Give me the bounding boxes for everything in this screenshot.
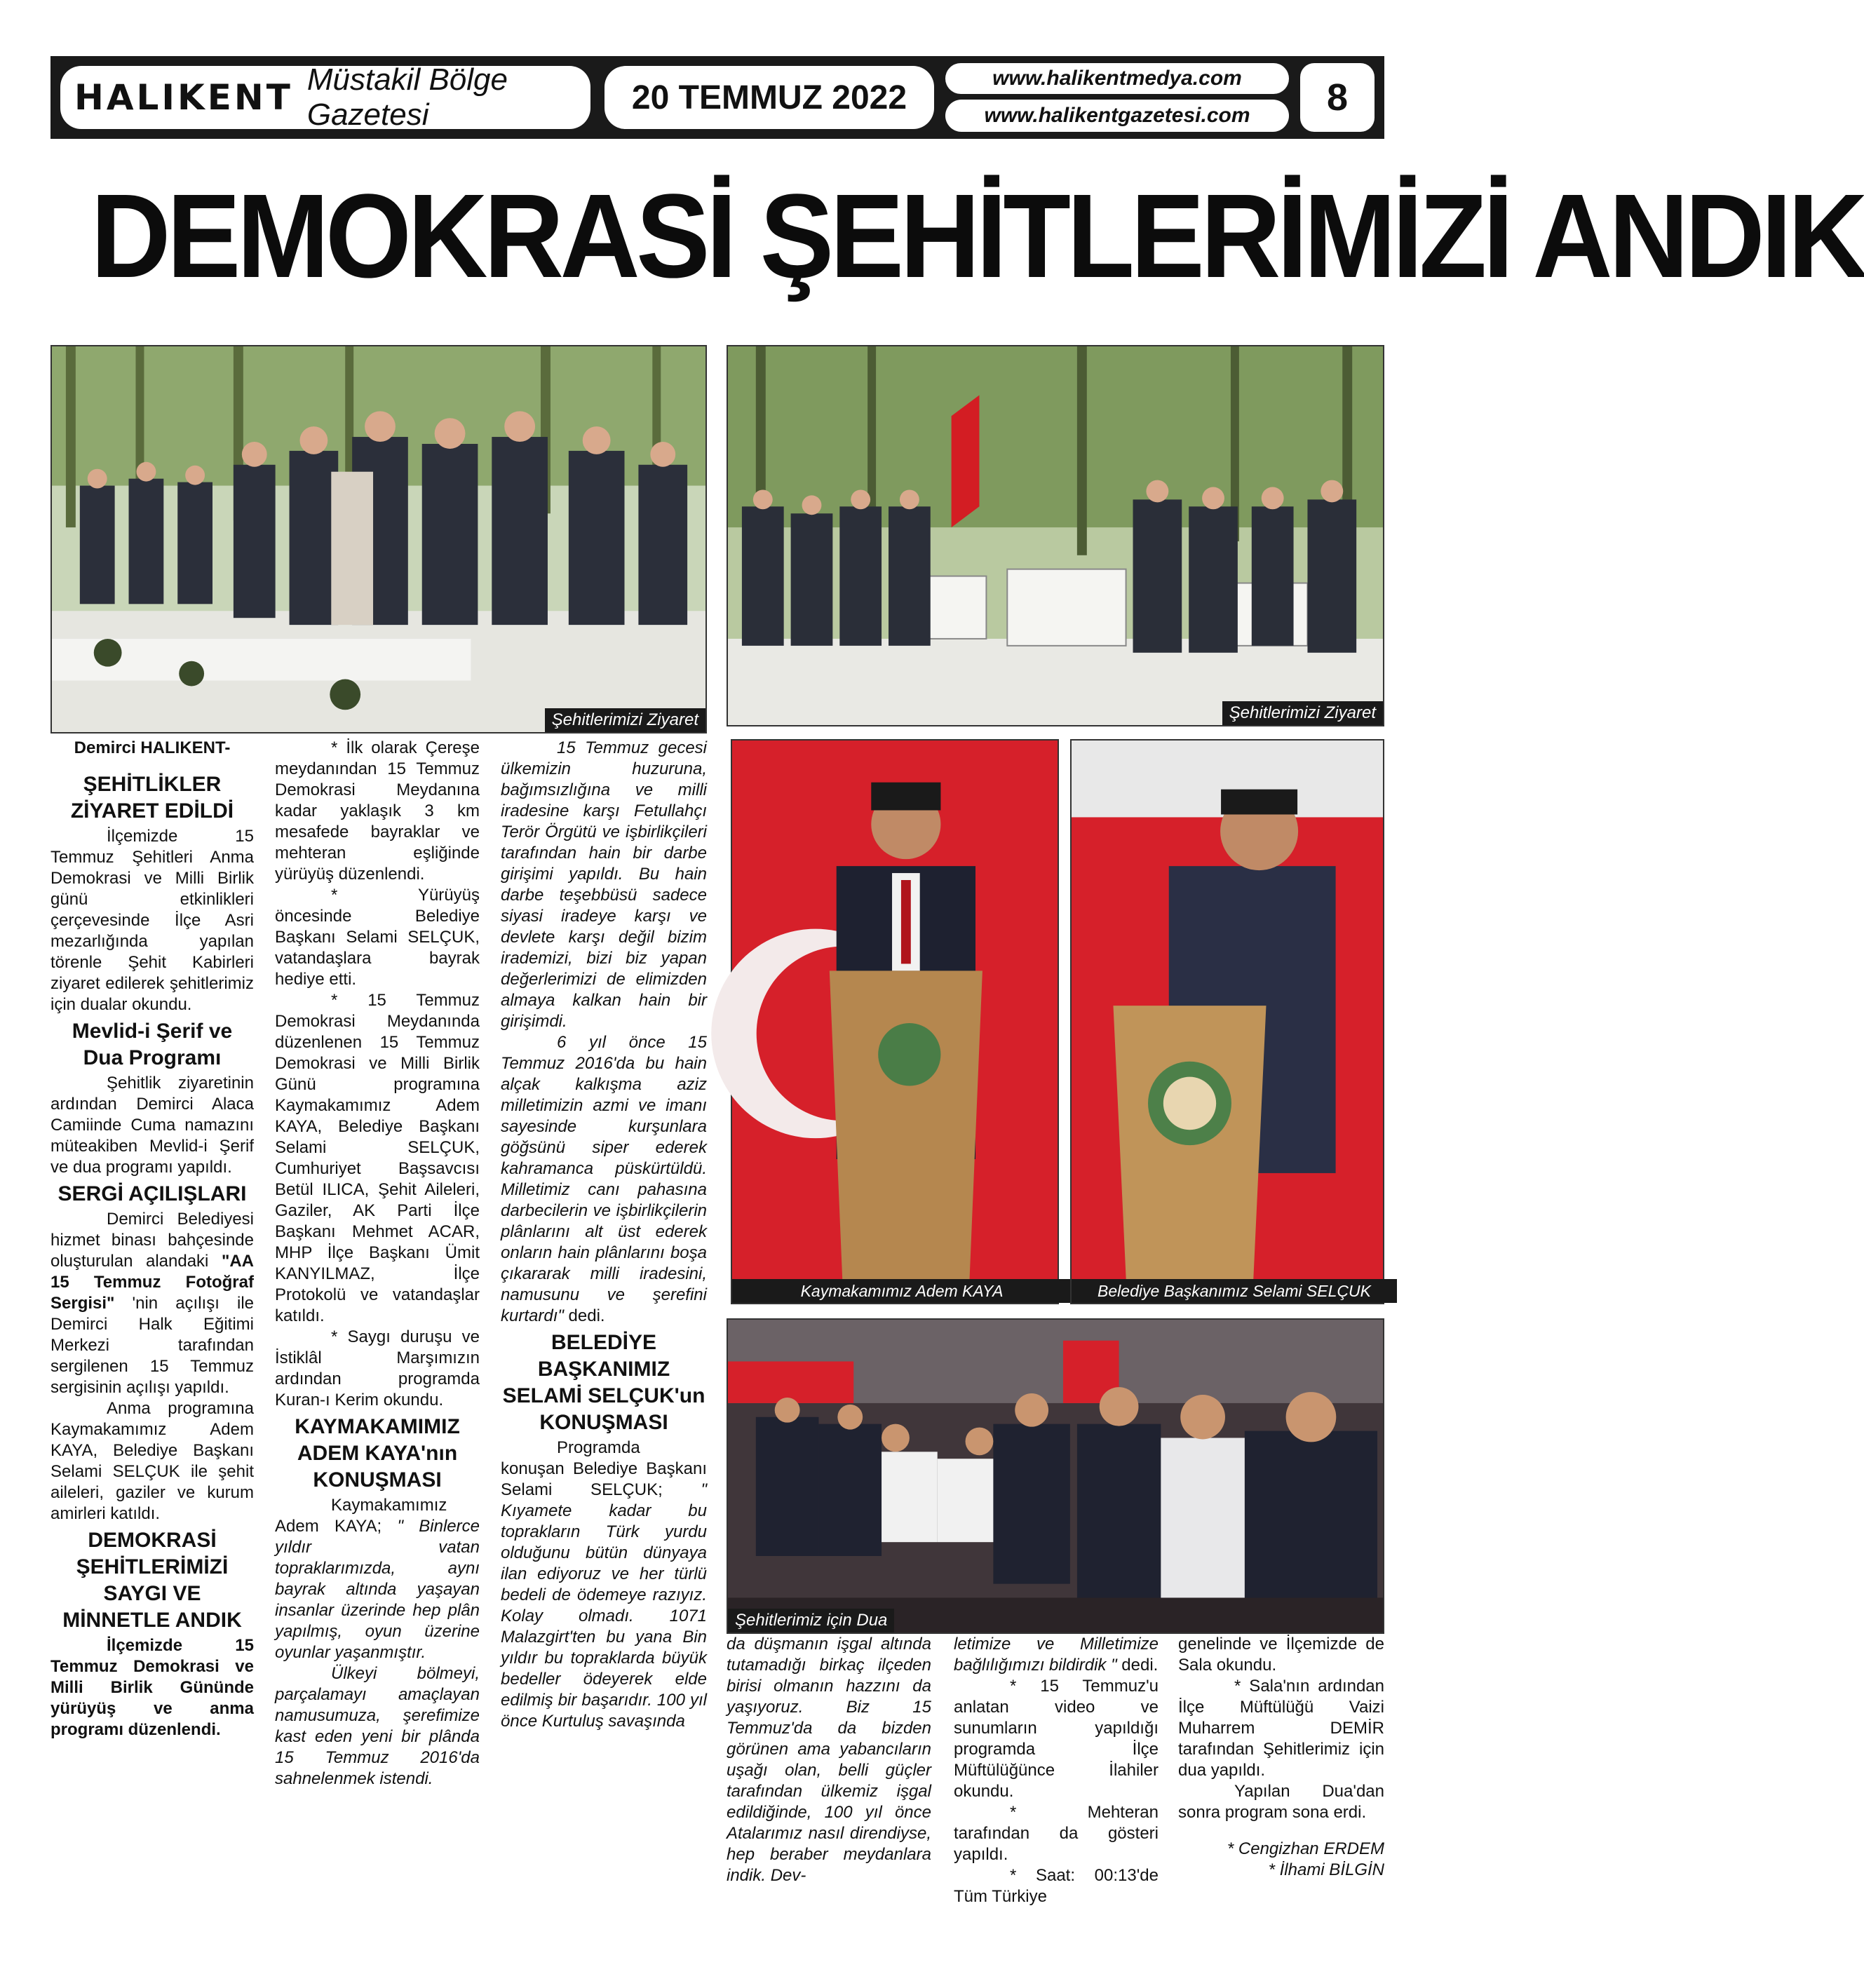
paragraph: 15 Temmuz gecesi ülkemizin huzuruna, bağımsızlığına ve milli iradesine karşı Fetullahçı Terör Örgütü ve işbirlikçileri tarafından hain bir darbe girişimi yapıldı. Bu hain darbe teşebbüsü sadece siyasi iradeye karşı ve devlete karşı değil bizim irademizi, bizi biz yapan değerlerimizi de elimizden almaya kalkan hain bir girişimdi. bbox=[501, 738, 707, 1031]
text-span: Demirci Belediyesi hizmet binası bahçesinde oluşturulan alandaki bbox=[50, 1210, 254, 1271]
subheading-exhibitions: SERGİ AÇILIŞLARI bbox=[58, 1182, 247, 1205]
photo-mayor-image bbox=[1072, 741, 1383, 1303]
issue-date: 20 TEMMUZ 2022 bbox=[605, 66, 934, 129]
photo-caption-2: Şehitlerimizi Ziyaret bbox=[1222, 701, 1383, 725]
paragraph: * Sala'nın ardından İlçe Müftülüğü Vaizi Muharrem DEMİR tarafından Şehitlerimiz için dua yapıldı. bbox=[1178, 1677, 1384, 1780]
paragraph bbox=[501, 1032, 707, 1327]
subheading-cemetery-visit: ŞEHİTLİKLER ZİYARET EDİLDİ bbox=[70, 773, 234, 823]
paragraph: Şehitlik ziyaretinin ardından Demirci Alaca Camiinde Cuma namazını müteakiben Mevlid-i Şerif ve dua programı yapıldı. bbox=[50, 1074, 254, 1177]
text-span: Kaymakamımız Adem KAYA; bbox=[275, 1496, 447, 1536]
author-signature-1: * Cengizhan ERDEM bbox=[1227, 1839, 1384, 1858]
quote-span: " Kıyamete kadar bu toprakların Türk yurdu olduğunu bütün dünyaya ilan ediyoruz ve her türlü bedeli de ödemeye razıyız. Kolay olmadı. 1071 Malazgirt'ten bu yana Bin yıldır bu topraklarda büyük bedeller ödeyerek elde edilmiş bir başarıdır. 100 yıl önce Kurtuluş savaşında bbox=[501, 1480, 707, 1731]
quote-span: 6 yıl önce 15 Temmuz 2016'da bu hain alçak kalkışma aziz milletimizin azmi ve imanı sayesinde kurşunlara göğsünü siper ederek kahramanca püskürtüldü. Milletimiz canı pahasına darbecilerin ve işbirlikçilerin plânlarını alt üst ederek onların hain plânlarını boşa çıkararak milli iradesini, namusunu ve şerefini kurtardı" bbox=[501, 1033, 707, 1325]
paragraph: Yapılan Dua'dan sonra program sona erdi. bbox=[1178, 1782, 1384, 1822]
headline: DEMOKRASİ ŞEHİTLERİMİZİ ANDIK bbox=[90, 170, 1864, 303]
paragraph: Anma programına Kaymakamımız Adem KAYA, Belediye Başkanı Selami SELÇUK ile şehit aileleri, gaziler ve kurum amirleri katıldı. bbox=[50, 1399, 254, 1523]
photo-cemetery-visit-2 bbox=[727, 345, 1384, 726]
paragraph bbox=[954, 1634, 1159, 1676]
article-column-2 bbox=[275, 738, 480, 1790]
article-column-1 bbox=[50, 738, 254, 1740]
page-number: 8 bbox=[1300, 63, 1375, 132]
text-span: dedi. bbox=[1116, 1656, 1159, 1675]
paragraph: İlçemizde 15 Temmuz Demokrasi ve Milli Birlik Gününde yürüyüş ve anma programı düzenlendi. bbox=[50, 1636, 254, 1739]
subheading-mayor-speech: BELEDİYE BAŞKANIMIZ SELAMİ SELÇUK'un KONUŞMASI bbox=[502, 1331, 705, 1434]
paragraph: * İlk olarak Çereşe meydanından 15 Temmuz Demokrasi Meydanına kadar yaklaşık 3 km mesafede bayraklar ve mehteran eşliğinde yürüyüş düzenlendi. bbox=[275, 738, 480, 884]
article-column-4 bbox=[727, 1634, 931, 1886]
photo-caption-1: Şehitlerimizi Ziyaret bbox=[545, 708, 705, 732]
photo-caption-4: Belediye Başkanımız Selami SELÇUK bbox=[1072, 1279, 1397, 1303]
paragraph bbox=[501, 1438, 707, 1732]
exhibition-title: "AA 15 Temmuz Fotoğraf Sergisi" bbox=[50, 1252, 254, 1313]
article-column-6 bbox=[1178, 1634, 1384, 1881]
website-link-1[interactable]: www.halikentmedya.com bbox=[945, 63, 1289, 94]
website-link-2[interactable]: www.halikentgazetesi.com bbox=[945, 100, 1289, 132]
photo-caption-5: Şehitlerimiz için Dua bbox=[728, 1609, 894, 1632]
text-span: dedi. bbox=[563, 1306, 605, 1325]
paragraph bbox=[275, 1495, 480, 1663]
article-column-3 bbox=[501, 738, 707, 1732]
brand-subtitle: Müstakil Bölge Gazetesi bbox=[306, 62, 508, 132]
paragraph: genelinde ve İlçemizde de Sala okundu. bbox=[1178, 1635, 1384, 1675]
paragraph: * 15 Temmuz Demokrasi Meydanında düzenlenen 15 Temmuz Demokrasi ve Milli Birlik Günü programına Kaymakamımız Adem KAYA, Belediye Başkanı Selami SELÇUK, Cumhuriyet Başsavcısı Betül ILICA, Şehit Aileleri, Gaziler, AK Parti İlçe Başkanı Mehmet ACAR, MHP İlçe Başkanı Ümit KANYILMAZ, İlçe Protokolü ve vatandaşlar katıldı. bbox=[275, 991, 480, 1325]
photo-prayer-for-martyrs bbox=[727, 1318, 1384, 1634]
photo-district-governor-image bbox=[732, 741, 1058, 1303]
photo-prayer-image bbox=[728, 1320, 1383, 1632]
quote-span: letimize ve Milletimize bağlılığımızı bildirdik " bbox=[954, 1635, 1159, 1675]
paragraph: * Saygı duruşu ve İstiklâl Marşımızın ardından programda Kuran-ı Kerim okundu. bbox=[275, 1327, 480, 1409]
byline: Demirci HALIKENT- bbox=[74, 738, 231, 757]
brand-name: HALIKENT bbox=[74, 77, 293, 118]
paragraph: * Yürüyüş öncesinde Belediye Başkanı Selami SELÇUK, vatandaşlara bayrak hediye etti. bbox=[275, 886, 480, 989]
paragraph: da düşmanın işgal altında tutamadığı birkaç ilçeden birisi olmanın hazzını da yaşıyoruz. Biz 15 Temmuz'da da bizden görünen ama yabancıların uşağı olan, belli güçler tarafından ülkemiz işgal edildiğinde, 100 yıl önce Atalarımız nasıl direndiyse, hep beraber meydanlara indik. Dev- bbox=[727, 1635, 931, 1885]
photo-cemetery-visit-2-image bbox=[728, 346, 1383, 725]
photo-mayor-speech bbox=[1070, 739, 1384, 1304]
subheading-commemoration: DEMOKRASİ ŞEHİTLERİMİZİ SAYGI VE MİNNETLE ANDIK bbox=[62, 1529, 242, 1632]
paragraph bbox=[50, 1209, 254, 1398]
masthead bbox=[50, 56, 1384, 139]
subheading-governor-speech: KAYMAKAMIMIZ ADEM KAYA'nın KONUŞMASI bbox=[295, 1415, 460, 1492]
brand-pill bbox=[60, 62, 590, 132]
photo-cemetery-visit-1 bbox=[50, 345, 707, 733]
author-signature-2: * İlhami BİLGİN bbox=[1268, 1860, 1384, 1879]
paragraph: * Saat: 00:13'de Tüm Türkiye bbox=[954, 1866, 1159, 1906]
paragraph: Ülkeyi bölmeyi, parçalamayı amaçlayan namusumuza, şerefimize kast eden yeni bir plânda 15 Temmuz 2016'da sahnelenmek istendi. bbox=[275, 1664, 480, 1788]
text-span: Programda konuşan Belediye Başkanı Selami SELÇUK; bbox=[501, 1438, 707, 1499]
article-column-5 bbox=[954, 1634, 1159, 1907]
photo-district-governor-speech bbox=[731, 739, 1059, 1304]
paragraph: * Mehteran tarafından da gösteri yapıldı. bbox=[954, 1803, 1159, 1864]
paragraph: * 15 Temmuz'u anlatan video ve sunumların yapıldığı programda İlçe Müftülüğünce İlahiler okundu. bbox=[954, 1677, 1159, 1801]
subheading-mevlid: Mevlid-i Şerif ve Dua Programı bbox=[72, 1020, 233, 1069]
photo-caption-3: Kaymakamımız Adem KAYA bbox=[732, 1279, 1072, 1303]
paragraph: İlçemizde 15 Temmuz Şehitleri Anma Demokrasi ve Milli Birlik günü etkinlikleri çerçevesinde İlçe Asri mezarlığında yapılan törenle Şehit Kabirleri ziyaret edilerek şehitlerimiz için dualar okundu. bbox=[50, 827, 254, 1014]
photo-cemetery-visit-1-image bbox=[52, 346, 705, 732]
quote-span: " Binlerce yıldır vatan topraklarımızda, aynı bayrak altında yaşayan insanlar üzerinde hep plân yapılmış, oyun üzerine oyunlar yaşanmıştır. bbox=[275, 1517, 480, 1662]
text-span: 'nin açılışı ile Demirci Halk Eğitimi Merkezi tarafından sergilenen 15 Temmuz sergisinin açılışı yapıldı. bbox=[50, 1294, 254, 1397]
